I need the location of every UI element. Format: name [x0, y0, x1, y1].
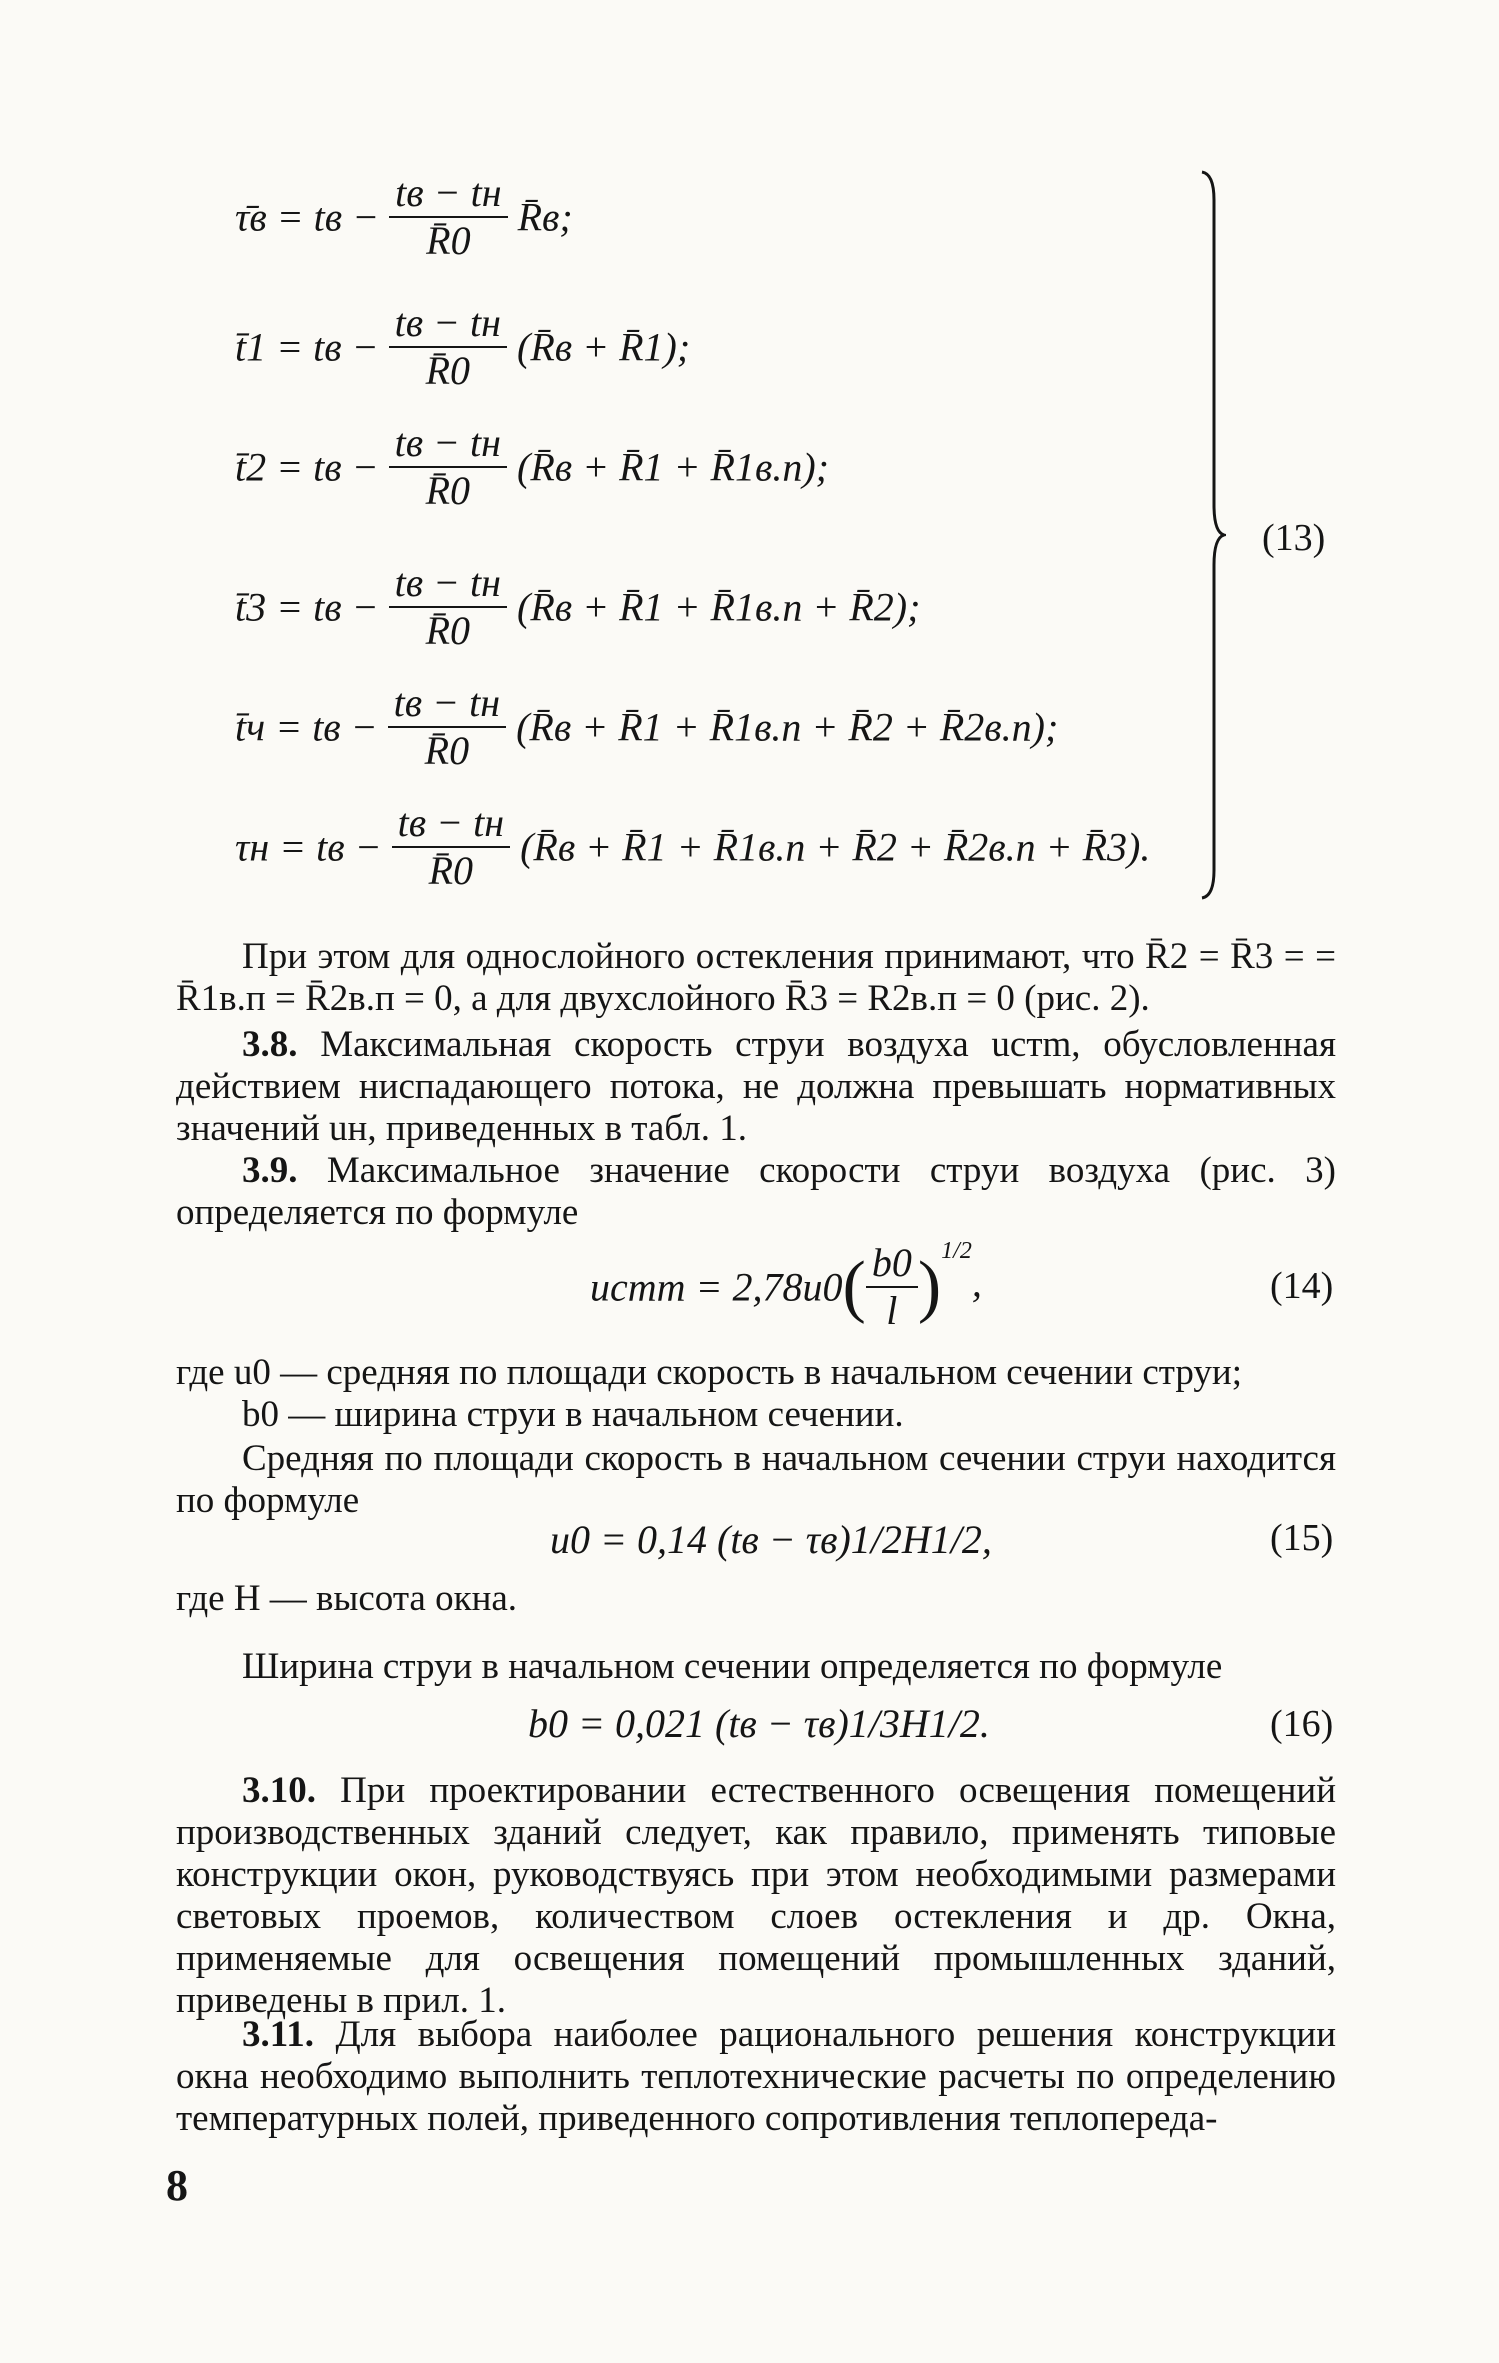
fraction: $\frac{tв - tн}{R̄0}$	[388, 680, 506, 774]
paragraph-single-glazing: При этом для однослойного остекления принимают, что R̄2 = R̄3 = = R̄1в.п = R̄2в.п = 0, а для двухслойного R̄3 = R2в.п = 0 (рис. 2).	[176, 936, 1336, 1019]
equation-15: u0 = 0,14 (tв − τв)1/2H1/2,	[550, 1517, 992, 1562]
page-number: 8	[166, 2161, 188, 2210]
fraction: $\frac{tв - tн}{R̄0}$	[392, 800, 510, 894]
equation-16: b0 = 0,021 (tв − τв)1/3H1/2.	[528, 1701, 990, 1746]
paragraph-jet-width: Ширина струи в начальном сечении определяется по формуле	[242, 1646, 1223, 1687]
equation-number-13: (13)	[1262, 517, 1326, 559]
equation-line: τ̄в = tв − $\frac{tв - tн}{R̄0}$ R̄в;	[235, 170, 573, 263]
right-brace	[1200, 170, 1226, 900]
paragraph-3-8: 3.8. Максимальная скорость струи воздуха uстm, обусловленная действием ниспадающего потока, не должна превышать нормативных значений uн, приведенных в табл. 1.	[176, 1024, 1336, 1149]
equation-line: t̄1 = tв − $\frac{tв - tн}{R̄0}$ (R̄в + R̄1);	[235, 300, 691, 393]
fraction: $\frac{b0}{l}$	[866, 1240, 918, 1334]
equation-number-14: (14)	[1270, 1265, 1334, 1307]
paragraph-where-b0: b0 — ширина струи в начальном сечении.	[242, 1394, 904, 1435]
equation-line: t̄3 = tв − $\frac{tв - tн}{R̄0}$ (R̄в + R̄1 + R̄1в.п + R̄2);	[235, 560, 921, 653]
paragraph-mean-velocity: Средняя по площади скорость в начальном сечении струи находится по формуле	[176, 1438, 1336, 1521]
equation-line: t̄2 = tв − $\frac{tв - tн}{R̄0}$ (R̄в + R̄1 + R̄1в.п);	[235, 420, 829, 513]
fraction: $\frac{tв - tн}{R̄0}$	[389, 560, 507, 654]
fraction: $\frac{tв - tн}{R̄0}$	[389, 300, 507, 394]
equation-14: uстm = 2,78u0( $\frac{b0}{l}$ )$^{1/2}$,	[590, 1238, 982, 1333]
equation-line: τн = tв − $\frac{tв - tн}{R̄0}$ (R̄в + R̄1 + R̄1в.п + R̄2 + R̄2в.п + R̄3).	[235, 800, 1151, 893]
fraction: $\frac{tв - tн}{R̄0}$	[389, 170, 507, 264]
fraction: $\frac{tв - tн}{R̄0}$	[389, 420, 507, 514]
equation-line: t̄ч = tв − $\frac{tв - tн}{R̄0}$ (R̄в + R̄1 + R̄1в.п + R̄2 + R̄2в.п);	[235, 680, 1059, 773]
paragraph-where-h: где H — высота окна.	[176, 1578, 518, 1619]
equation-number-16: (16)	[1270, 1703, 1334, 1745]
paragraph-where-u0: где u0 — средняя по площади скорость в начальном сечении струи;	[176, 1352, 1242, 1393]
paragraph-3-10: 3.10. При проектировании естественного освещения помещений производственных зданий следует, как правило, применять типовые конструкции окон, руководствуясь при этом необходимыми размерами световых проемов, количеством слоев остекления и др. Окна, применяемые для освещения помещений промышленных зданий, приведены в прил. 1.	[176, 1770, 1336, 2021]
paragraph-3-9: 3.9. Максимальное значение скорости струи воздуха (рис. 3) определяется по формуле	[176, 1150, 1336, 1233]
paragraph-3-11: 3.11. Для выбора наиболее рационального решения конструкции окна необходимо выполнить теплотехнические расчеты по определению температурных полей, приведенного сопротивления теплопереда-	[176, 2014, 1336, 2139]
equation-number-15: (15)	[1270, 1517, 1334, 1559]
